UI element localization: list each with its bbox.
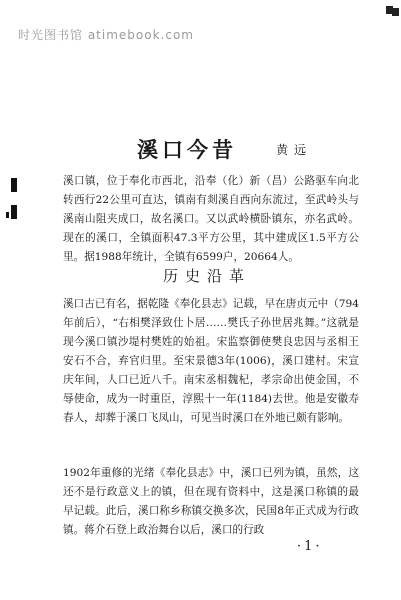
binding-mark (11, 178, 17, 192)
binding-mark (11, 205, 17, 219)
intro-paragraph: 溪口镇，位于奉化市西北，沿奉（化）新（昌）公路驱车向北转西行22公里可直达，镇南有剡溪自西向东流过，至武岭头与溪南山阻夹成口，故名溪口。又以武岭横卧镇东，亦名武岭。现在的溪口，全镇面积47.3平方公里，其中建成区1.5平方公里。据1988年统计，全镇有6599户，20664人。 (63, 175, 359, 263)
page-number: ·1· (297, 539, 323, 554)
corner-mark (392, 8, 399, 16)
section-heading: 历史沿革 (163, 267, 252, 285)
body-paragraph: 1902年重修的光绪《奉化县志》中，溪口已列为镇，虽然，这还不是行政意义上的镇，但在现有资料中，这是溪口称镇的最早记载。此后，溪口称乡称镇交换多次，民国8年正式成为行政镇。蒋介石登上政治舞台以后，溪口的行政 (63, 467, 359, 536)
body-paragraph: 溪口古已有名，据乾隆《奉化县志》记载，早在唐贞元中（794年前后），“右相樊泽致仕卜居……樊氏子孙世居兆舞。”这就是现今溪口镇沙堤村樊姓的始祖。宋监察御使樊良忠因与丞相王安石不合，弃官归里。至宋景德3年(1006)，溪口建村。宋宣庆年间，人口已近八千。南宋丞相魏杞，孝宗命出使金国，不辱使命，成为一时重臣，淳熙十一年(1184)去世。他是安徽寿春人，却葬于溪口飞凤山，可见当时溪口在外地已颇有影响。 (63, 298, 359, 424)
author-name: 黄远 (276, 143, 313, 157)
page-title: 溪口今昔 (137, 137, 237, 162)
watermark-text: 时光图书馆 atimebook.com (18, 28, 194, 42)
binding-mark (6, 212, 9, 218)
